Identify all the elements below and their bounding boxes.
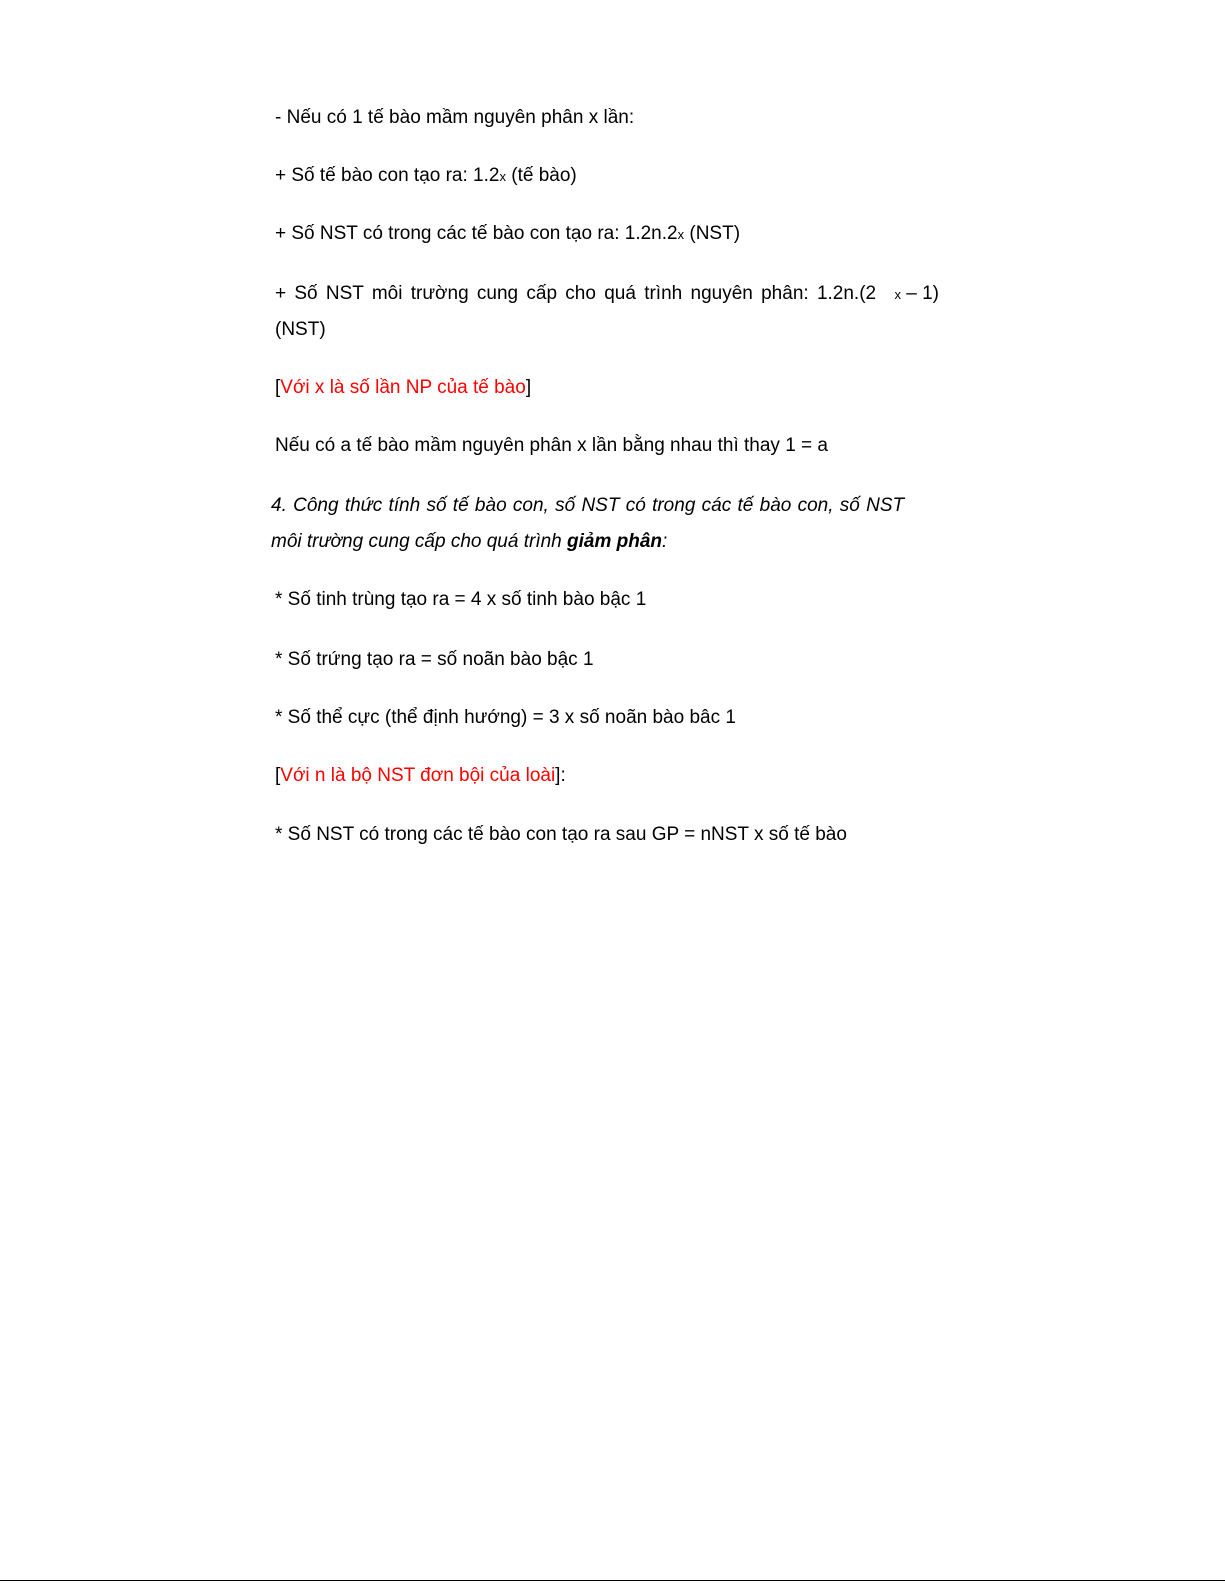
note-n [275, 764, 566, 788]
text: + Số NST môi trường cung cấp cho quá trình nguyên phân: 1.2n.(2 [275, 283, 877, 304]
text: + Số NST có trong các tế bào con tạo ra: 1.2n.2 [275, 223, 678, 244]
note-text: Với x là số lần NP của tế bào [280, 377, 526, 398]
line-nst-supplied-end [894, 282, 939, 307]
bracket: [ [275, 765, 281, 786]
line-polar-body: * Số thể cực (thể định hướng) = 3 x số noãn bào bâc 1 [275, 707, 736, 728]
text: môi trường cung cấp cho quá trình [271, 531, 568, 552]
note-text: Với n là bộ NST đơn bội của loài [280, 765, 556, 786]
text: + Số tế bào con tạo ra: 1.2 [275, 165, 500, 186]
line-nst-count [275, 222, 740, 247]
exponent: x [894, 287, 901, 302]
line-intro: - Nếu có 1 tế bào mầm nguyên phân x lần: [275, 107, 635, 128]
exponent: x [677, 227, 685, 242]
text: (NST) [684, 223, 741, 244]
text: : [662, 531, 668, 552]
text: – 1) [900, 283, 939, 304]
heading-line-1: 4. Công thức tính số tế bào con, số NST có trong các tế bào con, số NST [271, 495, 905, 516]
text: (tế bào) [505, 165, 577, 186]
bracket: ]: [555, 765, 566, 786]
line-sperm: * Số tinh trùng tạo ra = 4 x số tinh bào bậc 1 [275, 589, 647, 610]
line-nst-unit: (NST) [275, 319, 326, 340]
heading-line-2 [271, 530, 667, 554]
page-bottom-rule [0, 1580, 1225, 1581]
line-egg: * Số trứng tạo ra = số noãn bào bậc 1 [275, 649, 594, 670]
bracket: ] [525, 377, 532, 398]
bracket: [ [275, 377, 281, 398]
line-nst-after-gp: * Số NST có trong các tế bào con tạo ra sau GP = nNST x số tế bào [275, 824, 847, 845]
note-x [275, 376, 531, 400]
line-replace-a: Nếu có a tế bào mầm nguyên phân x lần bằng nhau thì thay 1 = a [275, 435, 828, 456]
line-nst-supplied [275, 282, 939, 306]
line-cell-count [275, 164, 577, 189]
exponent: x [499, 169, 506, 184]
emphasis: giảm phân [567, 531, 663, 552]
